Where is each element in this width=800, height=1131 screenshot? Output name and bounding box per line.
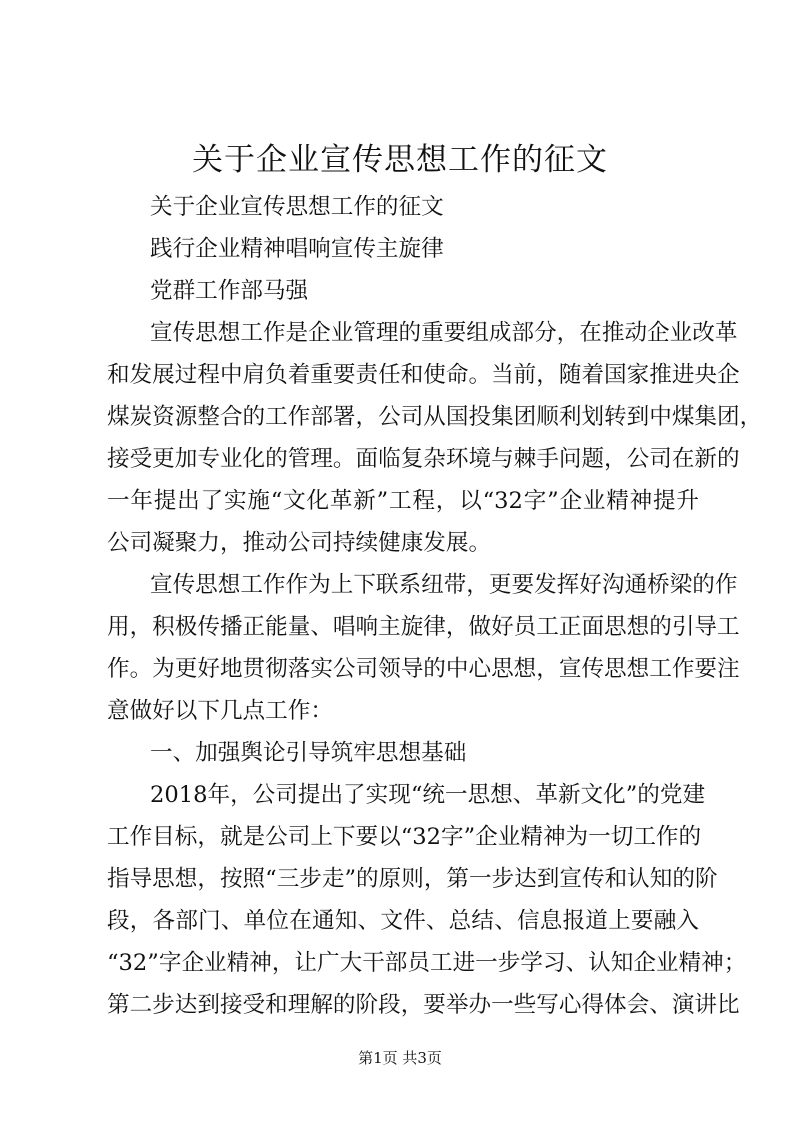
document-title: 关于企业宣传思想工作的征文 [192, 142, 608, 178]
document-body [107, 186, 763, 1026]
body-line: 党群工作部马强 [150, 278, 309, 304]
body-line: 关于企业宣传思想工作的征文 [150, 194, 444, 220]
body-line: 宣传思想工作作为上下联系纽带，更要发挥好沟通桥梁的作 [150, 572, 738, 598]
body-line: 段，各部门、单位在通知、文件、总结、信息报道上要融入 [107, 908, 699, 934]
body-line: 接受更加专业化的管理。面临复杂环境与棘手问题，公司在新的 [107, 446, 740, 472]
body-line: 意做好以下几点工作： [107, 698, 333, 724]
body-line: 作。为更好地贯彻落实公司领导的中心思想，宣传思想工作要注 [107, 656, 740, 682]
page-footer: 第1页 共3页 [358, 1049, 442, 1067]
body-line: 第二步达到接受和理解的阶段，要举办一些写心得体会、演讲比 [107, 992, 740, 1018]
body-line: 公司凝聚力，推动公司持续健康发展。 [107, 530, 492, 556]
body-line: 一年提出了实施“文化革新”工程，以“32字”企业精神提升 [107, 488, 699, 514]
body-line: “32”字企业精神，让广大干部员工进一步学习、认知企业精神； [107, 950, 747, 976]
body-line: 指导思想，按照“三步走”的原则，第一步达到宣传和认知的阶 [107, 866, 718, 892]
body-line: 和发展过程中肩负着重要责任和使命。当前，随着国家推进央企 [107, 362, 740, 388]
body-line: 2018年，公司提出了实现“统一思想、革新文化”的党建 [150, 782, 706, 808]
body-line: 工作目标，就是公司上下要以“32字”企业精神为一切工作的 [107, 824, 702, 850]
body-line: 用，积极传播正能量、唱响主旋律，做好员工正面思想的引导工 [107, 614, 740, 640]
body-line: 煤炭资源整合的工作部署，公司从国投集团顺利划转到中煤集团， [107, 404, 763, 430]
section-heading: 一、加强舆论引导筑牢思想基础 [150, 740, 467, 766]
body-line: 践行企业精神唱响宣传主旋律 [150, 236, 444, 262]
body-line: 宣传思想工作是企业管理的重要组成部分，在推动企业改革 [150, 320, 738, 346]
